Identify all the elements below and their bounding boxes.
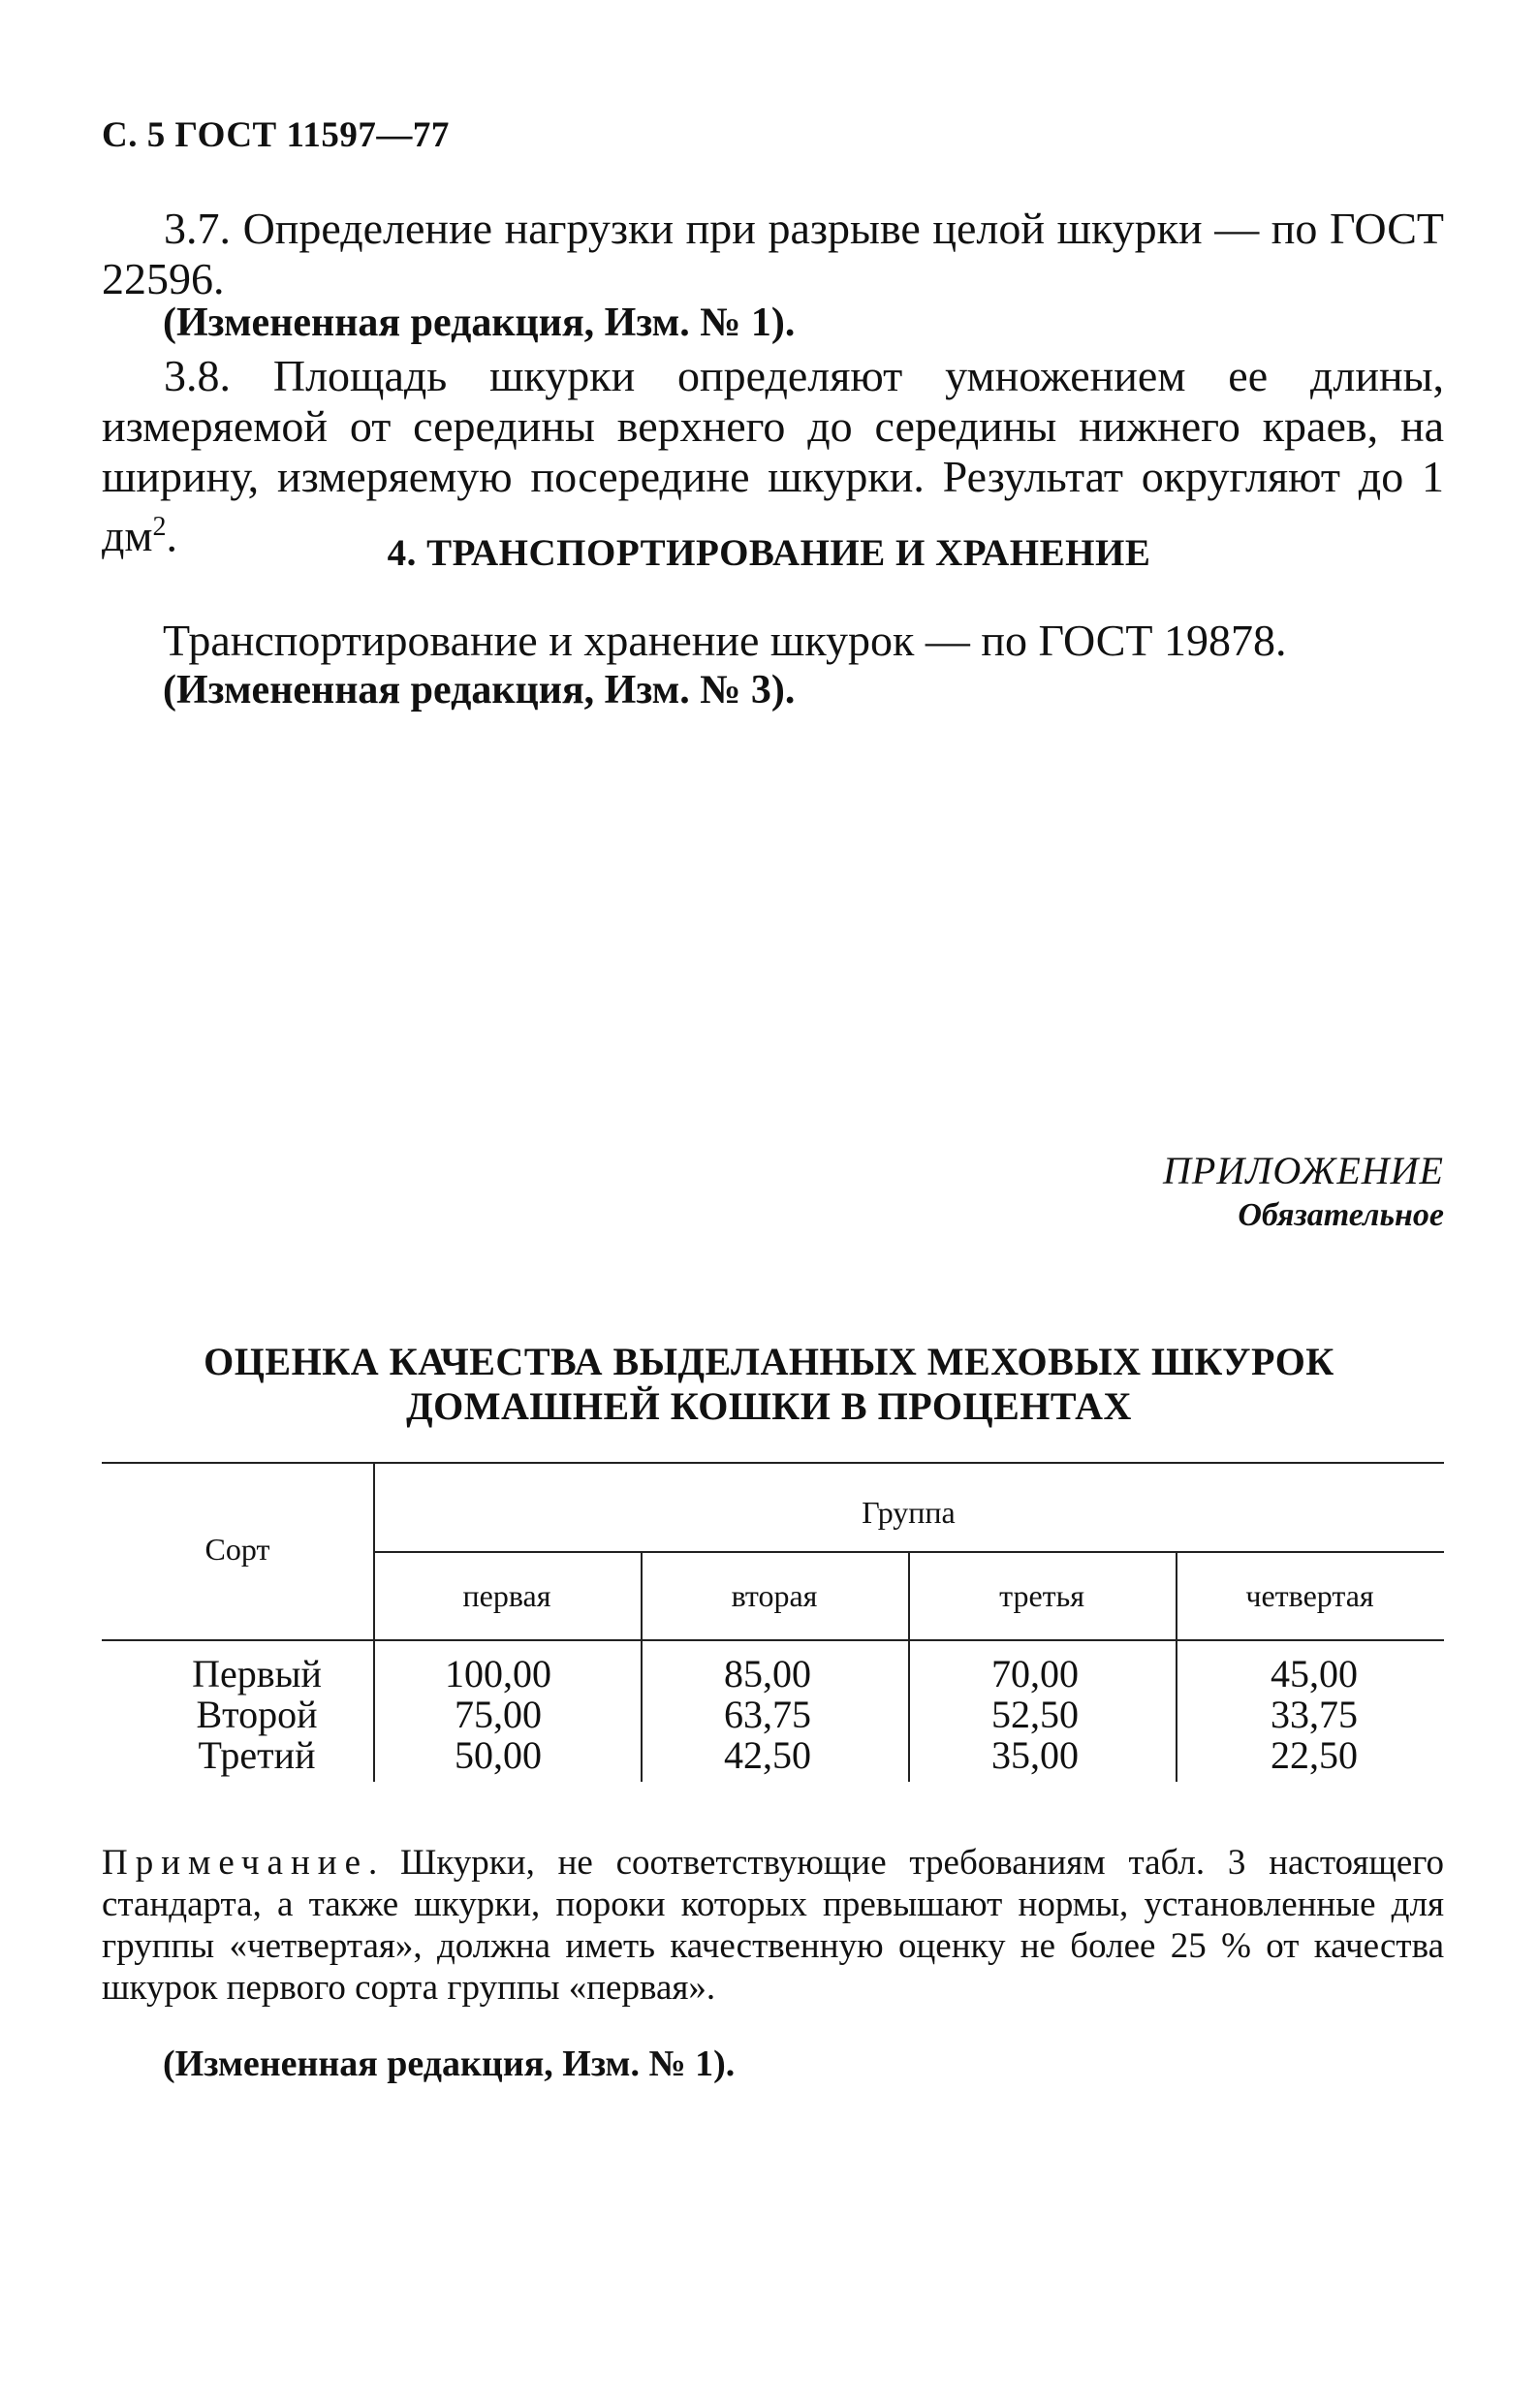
table-top-rule bbox=[102, 1462, 1444, 1464]
table-note bbox=[102, 1842, 1444, 2009]
table-cell: 45,00 bbox=[1271, 1652, 1358, 1695]
header-group-3: третья bbox=[999, 1578, 1084, 1613]
paragraph-3-7: 3.7. Определение нагрузки при разрыве целой шкурки — по ГОСТ 22596. bbox=[102, 204, 1444, 303]
table-cell: 33,75 bbox=[1271, 1693, 1358, 1736]
quality-table bbox=[102, 1462, 1444, 1782]
table-cell: 70,00 bbox=[991, 1652, 1079, 1695]
table-cell: 50,00 bbox=[455, 1733, 542, 1777]
appendix-status: Обязательное bbox=[1238, 1197, 1444, 1233]
header-sort: Сорт bbox=[204, 1532, 270, 1567]
appendix-heading: ПРИЛОЖЕНИЕ bbox=[1163, 1149, 1444, 1192]
table-title-line-2: ДОМАШНЕЙ КОШКИ В ПРОЦЕНТАХ bbox=[406, 1384, 1132, 1428]
edit-note-appendix: (Измененная редакция, Изм. № 1). bbox=[163, 2044, 736, 2084]
section-4-title: 4. ТРАНСПОРТИРОВАНИЕ И ХРАНЕНИЕ bbox=[387, 532, 1151, 574]
section-4-text: Транспортирование и хранение шкурок — по ГОСТ 19878. bbox=[163, 616, 1287, 665]
table-cell: 52,50 bbox=[991, 1693, 1079, 1736]
superscript: 2 bbox=[152, 512, 167, 542]
header-group-1: первая bbox=[462, 1578, 551, 1613]
sort-label: Второй bbox=[196, 1693, 318, 1736]
table-cell: 63,75 bbox=[724, 1693, 811, 1736]
table-cell: 75,00 bbox=[455, 1693, 542, 1736]
edit-note-3-7: (Измененная редакция, Изм. № 1). bbox=[163, 301, 796, 345]
group-2-values bbox=[695, 1654, 840, 1776]
table-cell: 22,50 bbox=[1271, 1733, 1358, 1777]
table-cell: 85,00 bbox=[724, 1652, 811, 1695]
paragraph-3-8: 3.8. Площадь шкурки определяют умножением ее длины, измеряемой от середины верхнего до середины нижнего краев, на ширину, измеряемую посередине шкурки. Результат округляют до 1 $дм^2$. bbox=[102, 351, 1444, 561]
table-cell: 42,50 bbox=[724, 1733, 811, 1777]
appendix-label bbox=[1163, 1147, 1444, 1236]
table-title-line-1: ОЦЕНКА КАЧЕСТВА ВЫДЕЛАННЫХ МЕХОВЫХ ШКУРОК bbox=[204, 1340, 1334, 1383]
sort-label: Третий bbox=[198, 1733, 316, 1777]
group-1-values bbox=[425, 1654, 571, 1776]
header-group-2: вторая bbox=[731, 1578, 818, 1613]
group-4-values bbox=[1241, 1654, 1387, 1776]
sort-column bbox=[160, 1654, 354, 1776]
table-cell: 100,00 bbox=[445, 1652, 551, 1695]
table-cell: 35,00 bbox=[991, 1733, 1079, 1777]
note-text: . Шкурки, не соответствующие требованиям табл. 3 настоящего стандарта, а также шкурки, пороки которых превышают нормы, установленные для группы «четвертая», должна иметь качественную оценку не более 25 % от качества шкурок первого сорта группы «первая». bbox=[102, 1843, 1444, 2008]
header-group: Группа bbox=[862, 1495, 956, 1530]
table-title bbox=[0, 1340, 1538, 1429]
sort-label: Первый bbox=[192, 1652, 322, 1695]
group-3-values bbox=[962, 1654, 1108, 1776]
note-label: Примечание bbox=[102, 1843, 368, 1883]
header-group-4: четвертая bbox=[1245, 1578, 1374, 1613]
edit-note-section-4: (Измененная редакция, Изм. № 3). bbox=[163, 668, 796, 713]
page-header: С. 5 ГОСТ 11597—77 bbox=[102, 115, 450, 155]
header-bottom-rule bbox=[102, 1639, 1444, 1641]
